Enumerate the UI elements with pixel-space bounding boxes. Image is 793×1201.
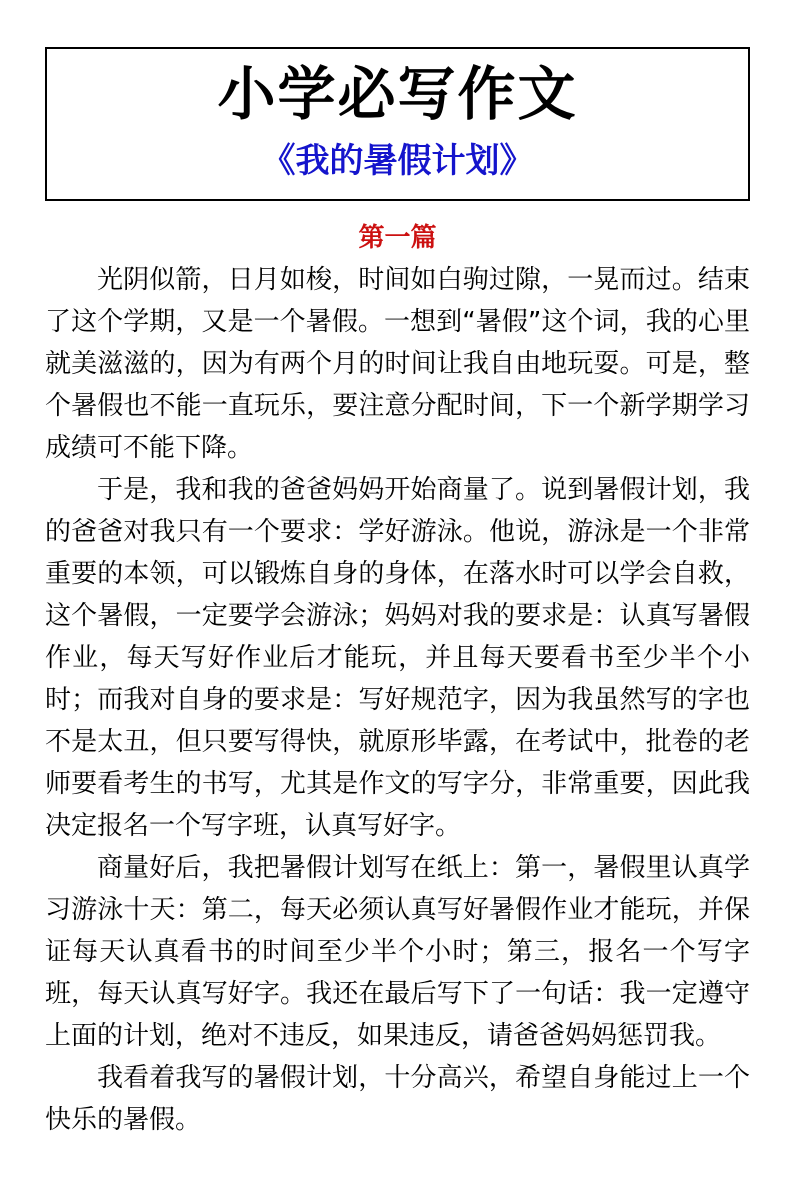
section-heading: 第一篇 — [358, 223, 437, 253]
essay-title: 《我的暑假计划》 — [261, 141, 534, 181]
essay-paragraph: 商量好后，我把暑假计划写在纸上：第一，暑假里认真学习游泳十天：第二，每天必须认真写好暑假作业才能玩，并保证每天认真看书的时间至少半个小时；第三，报名一个写字班，每天认真写好字。我还在最后写下了一句话：我一定遵守上面的计划，绝对不违反，如果违反，请爸爸妈妈惩罚我。 — [45, 853, 750, 1051]
essay-body — [45, 259, 750, 1141]
essay-paragraph: 于是，我和我的爸爸妈妈开始商量了。说到暑假计划，我的爸爸对我只有一个要求：学好游泳。他说，游泳是一个非常重要的本领，可以锻炼自身的身体，在落水时可以学会自救，这个暑假，一定要学会游泳；妈妈对我的要求是：认真写暑假作业，每天写好作业后才能玩，并且每天要看书至少半个小时；而我对自身的要求是：写好规范字，因为我虽然写的字也不是太丑，但只要写得快，就原形毕露，在考试中，批卷的老师要看考生的书写，尤其是作文的写字分，非常重要，因此我决定报名一个写字班，认真写好字。 — [45, 475, 750, 841]
essay-paragraph: 光阴似箭，日月如梭，时间如白驹过隙，一晃而过。结束了这个学期，又是一个暑假。一想到“暑假”这个词，我的心里就美滋滋的，因为有两个月的时间让我自由地玩耍。可是，整个暑假也不能一直玩乐，要注意分配时间，下一个新学期学习成绩可不能下降。 — [45, 265, 750, 463]
essay-paragraph: 我看着我写的暑假计划，十分高兴，希望自身能过上一个快乐的暑假。 — [45, 1063, 750, 1135]
title-box — [45, 47, 750, 201]
page-title: 小学必写作文 — [217, 60, 578, 128]
